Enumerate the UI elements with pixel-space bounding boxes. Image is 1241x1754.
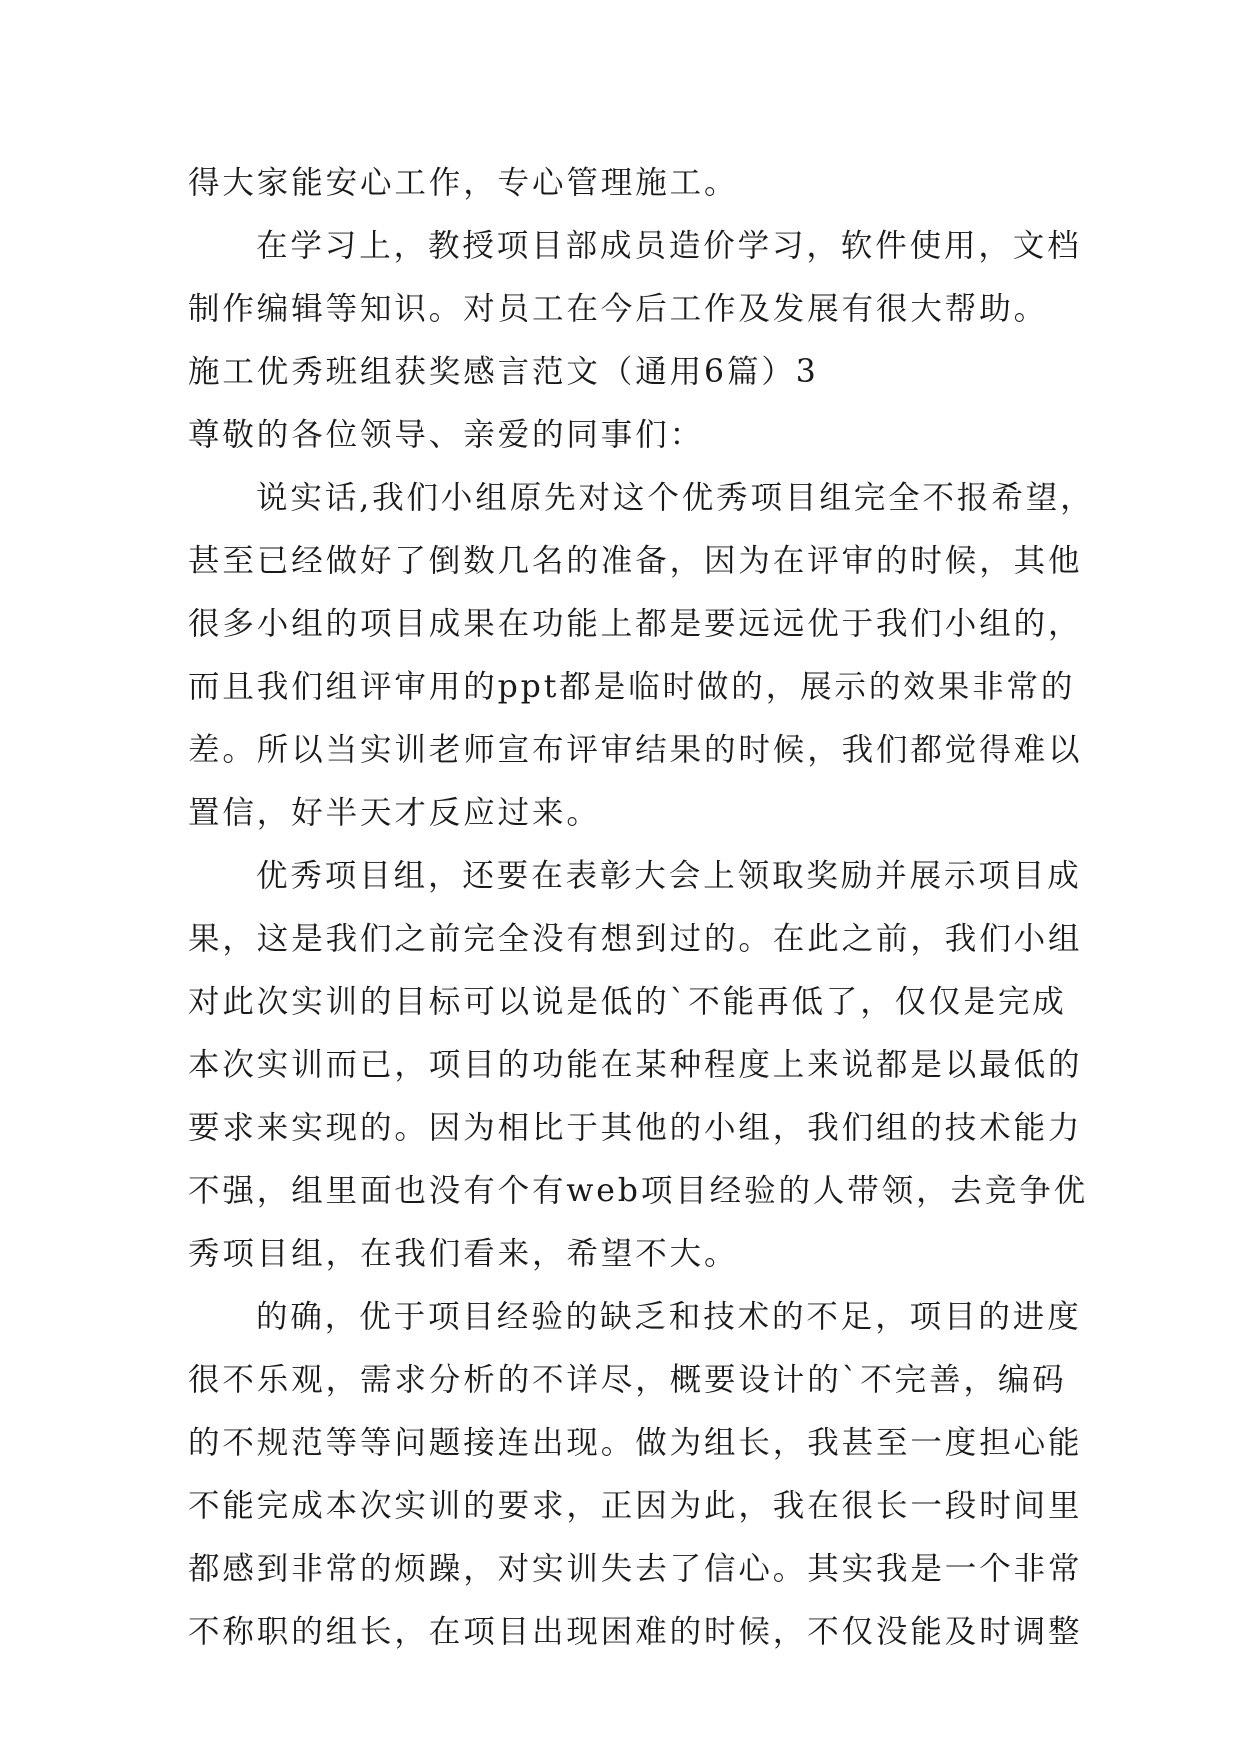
text-line: 差。所以当实训老师宣布评审结果的时候，我们都觉得难以	[188, 732, 1083, 768]
text-line: 的不规范等等问题接连出现。做为组长，我甚至一度担心能	[188, 1425, 1083, 1461]
text-line: 说实话,我们小组原先对这个优秀项目组完全不报希望，	[256, 480, 1095, 516]
text-line: 对此次实训的目标可以说是低的`不能再低了，仅仅是完成	[188, 984, 1067, 1020]
text-line: 要求来实现的。因为相比于其他的小组，我们组的技术能力	[188, 1110, 1083, 1146]
section-heading: 施工优秀班组获奖感言范文（通用6篇）3	[188, 354, 819, 390]
text-line: 甚至已经做好了倒数几名的准备，因为在评审的时候，其他	[188, 543, 1083, 579]
text-line: 优秀项目组，还要在表彰大会上领取奖励并展示项目成	[256, 858, 1082, 894]
text-line: 而且我们组评审用的ppt都是临时做的，展示的效果非常的	[188, 669, 1076, 705]
text-line: 不能完成本次实训的要求，正因为此，我在很长一段时间里	[188, 1488, 1083, 1524]
text-line: 在学习上，教授项目部成员造价学习，软件使用，文档	[256, 228, 1082, 264]
text-line: 很不乐观，需求分析的不详尽，概要设计的`不完善，编码	[188, 1362, 1067, 1398]
text-line: 很多小组的项目成果在功能上都是要远远优于我们小组的，	[188, 606, 1083, 642]
text-line: 不称职的组长，在项目出现困难的时候，不仅没能及时调整	[188, 1614, 1083, 1650]
text-line: 得大家能安心工作，专心管理施工。	[188, 165, 739, 201]
text-line: 都感到非常的烦躁，对实训失去了信心。其实我是一个非常	[188, 1551, 1083, 1587]
text-line: 果，这是我们之前完全没有想到过的。在此之前，我们小组	[188, 921, 1083, 957]
salutation: 尊敬的各位领导、亲爱的同事们：	[188, 417, 705, 453]
text-line: 置信，好半天才反应过来。	[188, 795, 601, 831]
text-line: 的确，优于项目经验的缺乏和技术的不足，项目的进度	[256, 1299, 1082, 1335]
text-line: 制作编辑等知识。对员工在今后工作及发展有很大帮助。	[188, 291, 1049, 327]
text-line: 秀项目组，在我们看来，希望不大。	[188, 1236, 739, 1272]
text-line: 不强，组里面也没有个有web项目经验的人带领，去竞争优	[188, 1173, 1089, 1209]
text-line: 本次实训而已，项目的功能在某种程度上来说都是以最低的	[188, 1047, 1083, 1083]
